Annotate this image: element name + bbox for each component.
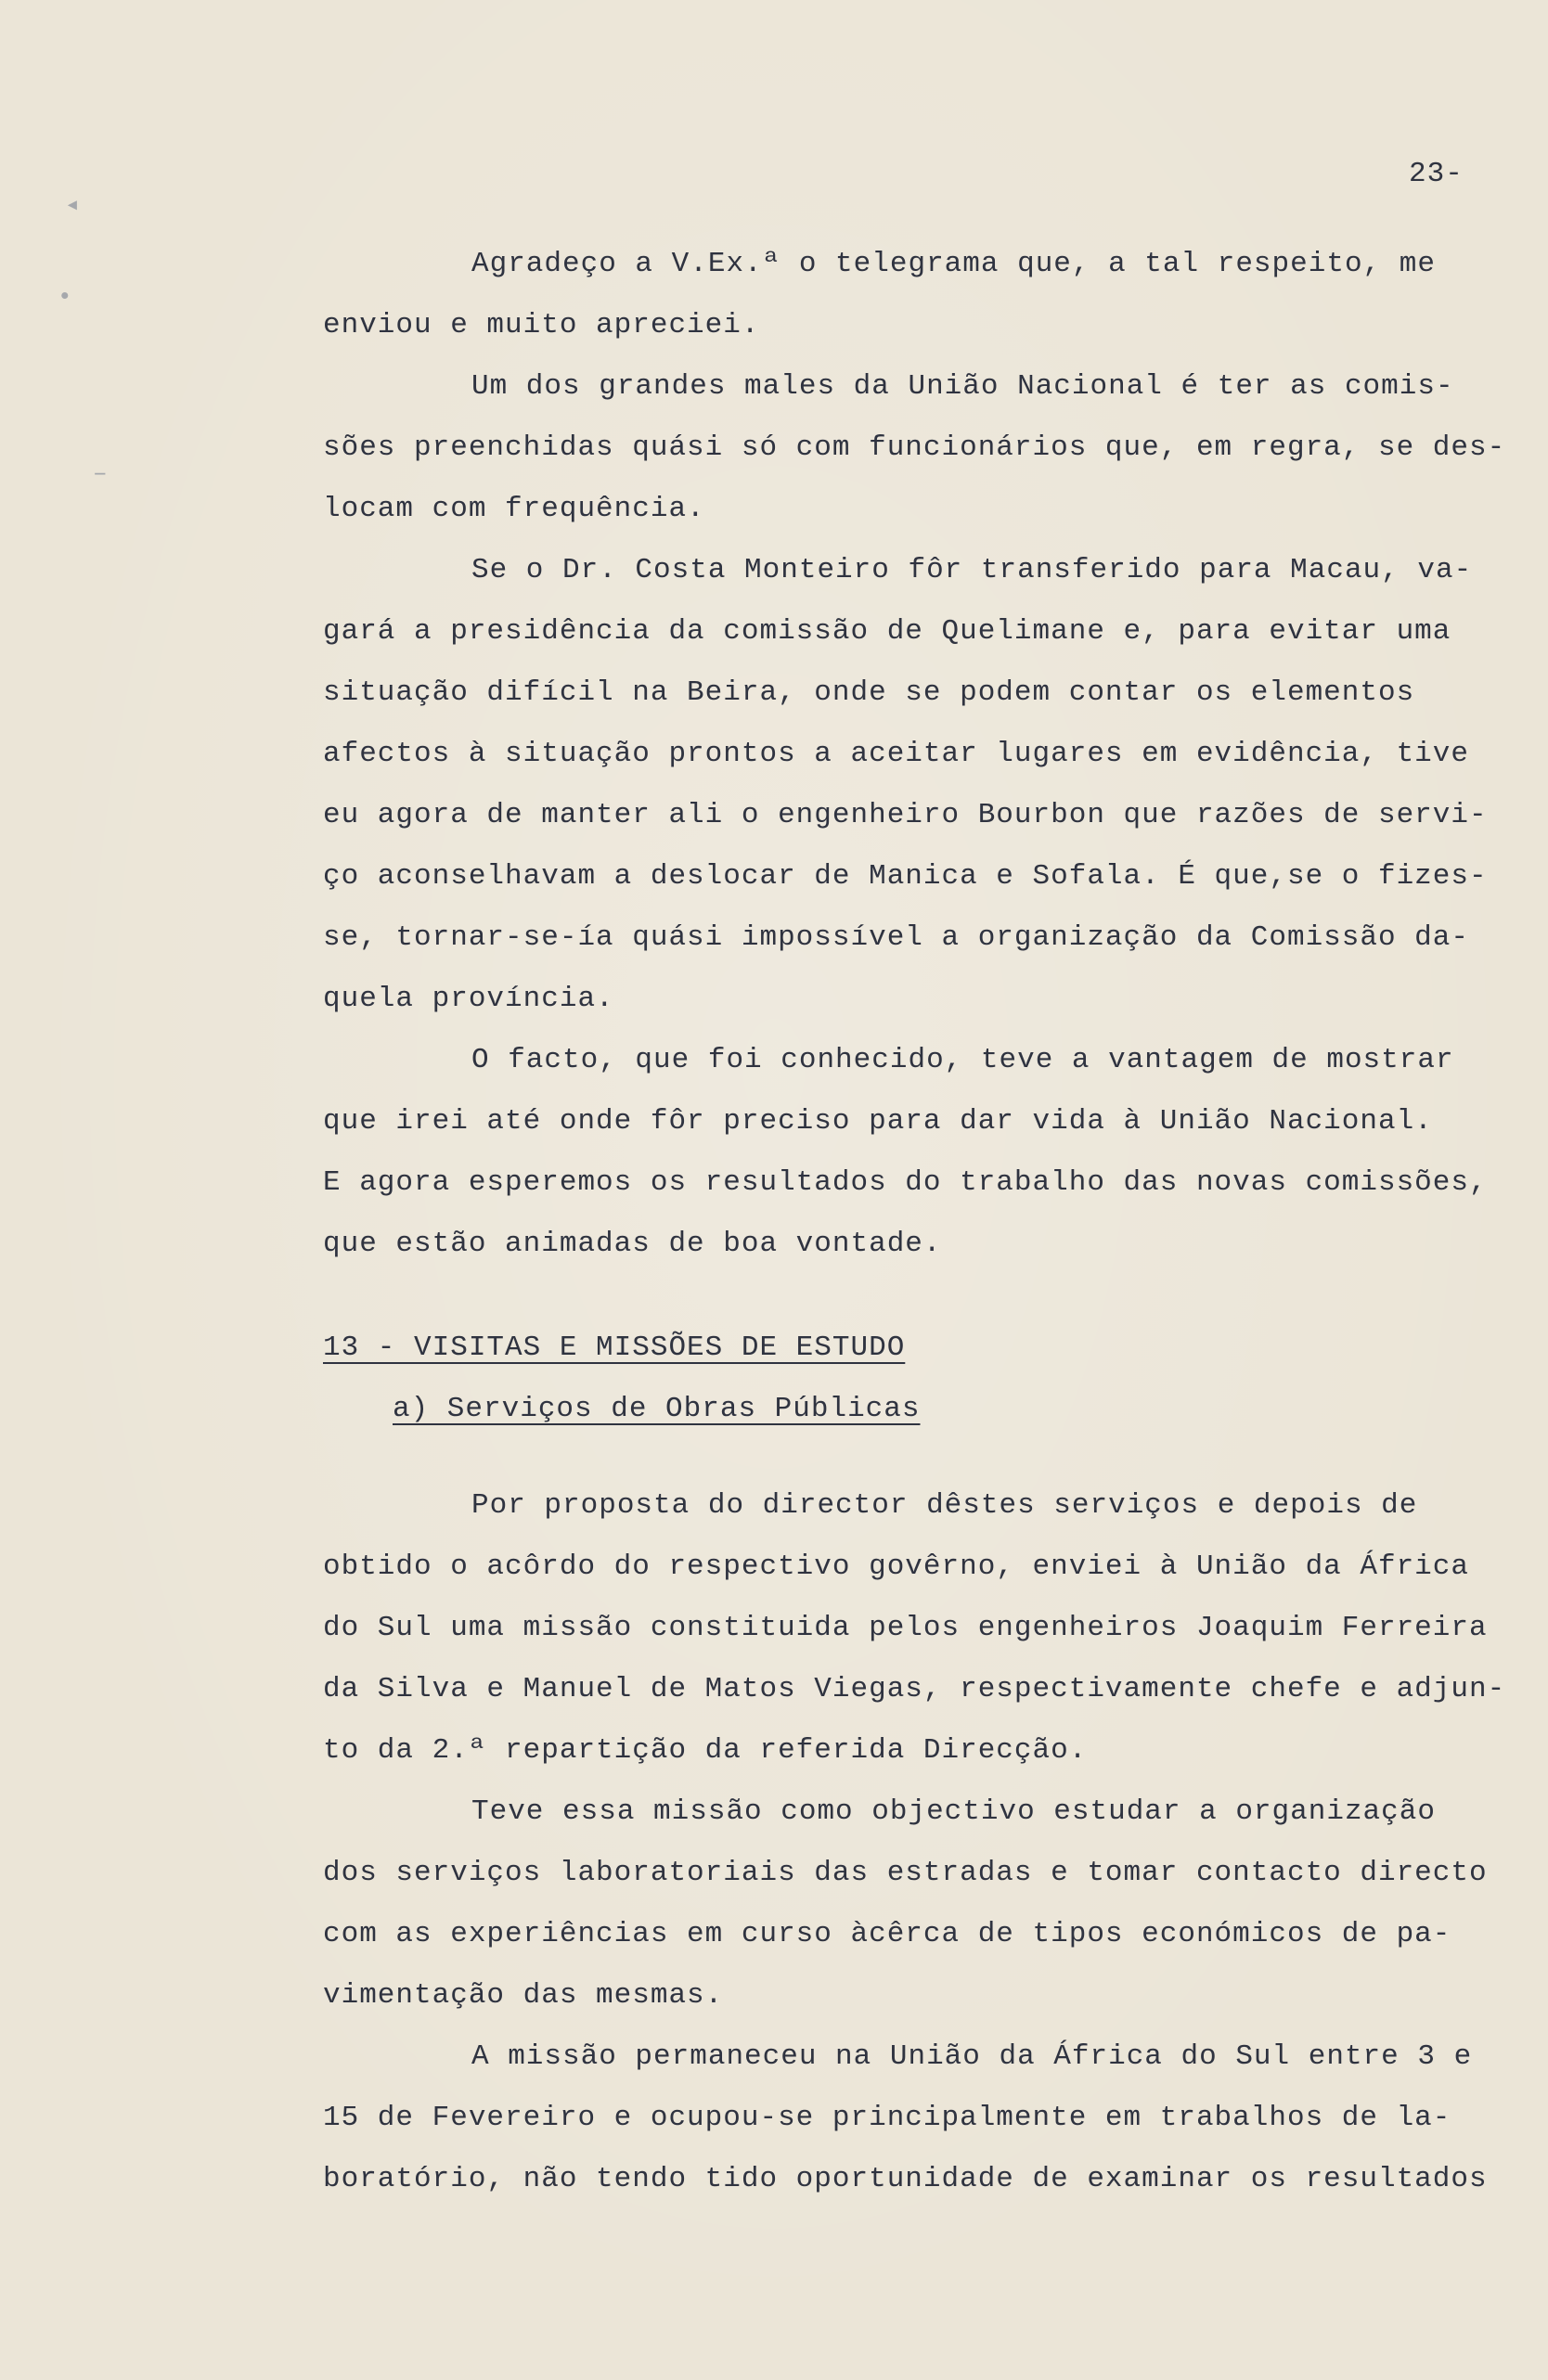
- text-line: se, tornar-se-ía quási impossível a organização da Comissão da-: [323, 921, 1469, 954]
- text-line: O facto, que foi conhecido, teve a vantagem de mostrar: [471, 1044, 1454, 1076]
- punch-mark-icon: ◂: [65, 191, 81, 219]
- text-line: que estão animadas de boa vontade.: [323, 1228, 942, 1260]
- text-line: eu agora de manter ali o engenheiro Bourbon que razões de servi-: [323, 799, 1488, 831]
- text-line: E agora esperemos os resultados do trabalho das novas comissões,: [323, 1166, 1488, 1199]
- text-line: to da 2.ª repartição da referida Direcção.: [323, 1734, 1088, 1767]
- text-line: Teve essa missão como objectivo estudar a organização: [471, 1795, 1436, 1828]
- text-line: gará a presidência da comissão de Quelimane e, para evitar uma: [323, 615, 1451, 648]
- text-line: afectos à situação prontos a aceitar lugares em evidência, tive: [323, 738, 1469, 770]
- text-line: A missão permaneceu na União da África do Sul entre 3 e: [471, 2040, 1473, 2073]
- text-line: Por proposta do director dêstes serviços e depois de: [471, 1489, 1418, 1522]
- punch-mark-icon: •: [58, 283, 73, 311]
- text-line: que irei até onde fôr preciso para dar vida à União Nacional.: [323, 1105, 1433, 1138]
- punch-mark-icon: –: [93, 459, 109, 487]
- body-text-section-2: [323, 1475, 1529, 2210]
- text-line: ço aconselhavam a deslocar de Manica e Sofala. É que,se o fizes-: [323, 860, 1488, 893]
- section-heading-text: 13 - VISITAS E MISSÕES DE ESTUDO: [323, 1332, 906, 1364]
- text-line: 15 de Fevereiro e ocupou-se principalmente em trabalhos de la-: [323, 2102, 1451, 2134]
- text-line: locam com frequência.: [323, 493, 705, 525]
- text-line: Agradeço a V.Ex.ª o telegrama que, a tal respeito, me: [471, 248, 1436, 280]
- text-line: boratório, não tendo tido oportunidade de examinar os resultados: [323, 2163, 1488, 2195]
- text-line: enviou e muito apreciei.: [323, 309, 760, 341]
- text-line: quela província.: [323, 983, 614, 1015]
- text-line: vimentação das mesmas.: [323, 1979, 724, 2012]
- section-heading: [323, 1318, 1529, 1379]
- text-line: do Sul uma missão constituida pelos engenheiros Joaquim Ferreira: [323, 1612, 1488, 1644]
- subsection-heading-text: a) Serviços de Obras Públicas: [393, 1393, 921, 1425]
- subsection-heading: [323, 1379, 1529, 1440]
- text-line: Um dos grandes males da União Nacional é ter as comis-: [471, 370, 1454, 403]
- body-text-section-1: [323, 234, 1529, 1275]
- text-line: dos serviços laboratoriais das estradas e tomar contacto directo: [323, 1857, 1488, 1889]
- text-line: da Silva e Manuel de Matos Viegas, respectivamente chefe e adjun-: [323, 1673, 1506, 1705]
- page-number: 23-: [1409, 158, 1464, 190]
- text-line: sões preenchidas quási só com funcionários que, em regra, se des-: [323, 431, 1506, 464]
- text-line: com as experiências em curso àcêrca de tipos económicos de pa-: [323, 1918, 1451, 1950]
- text-line: situação difícil na Beira, onde se podem contar os elementos: [323, 676, 1415, 709]
- text-line: Se o Dr. Costa Monteiro fôr transferido para Macau, va-: [471, 554, 1473, 586]
- section-heading-block: [323, 1318, 1529, 1440]
- text-line: obtido o acôrdo do respectivo govêrno, enviei à União da África: [323, 1550, 1469, 1583]
